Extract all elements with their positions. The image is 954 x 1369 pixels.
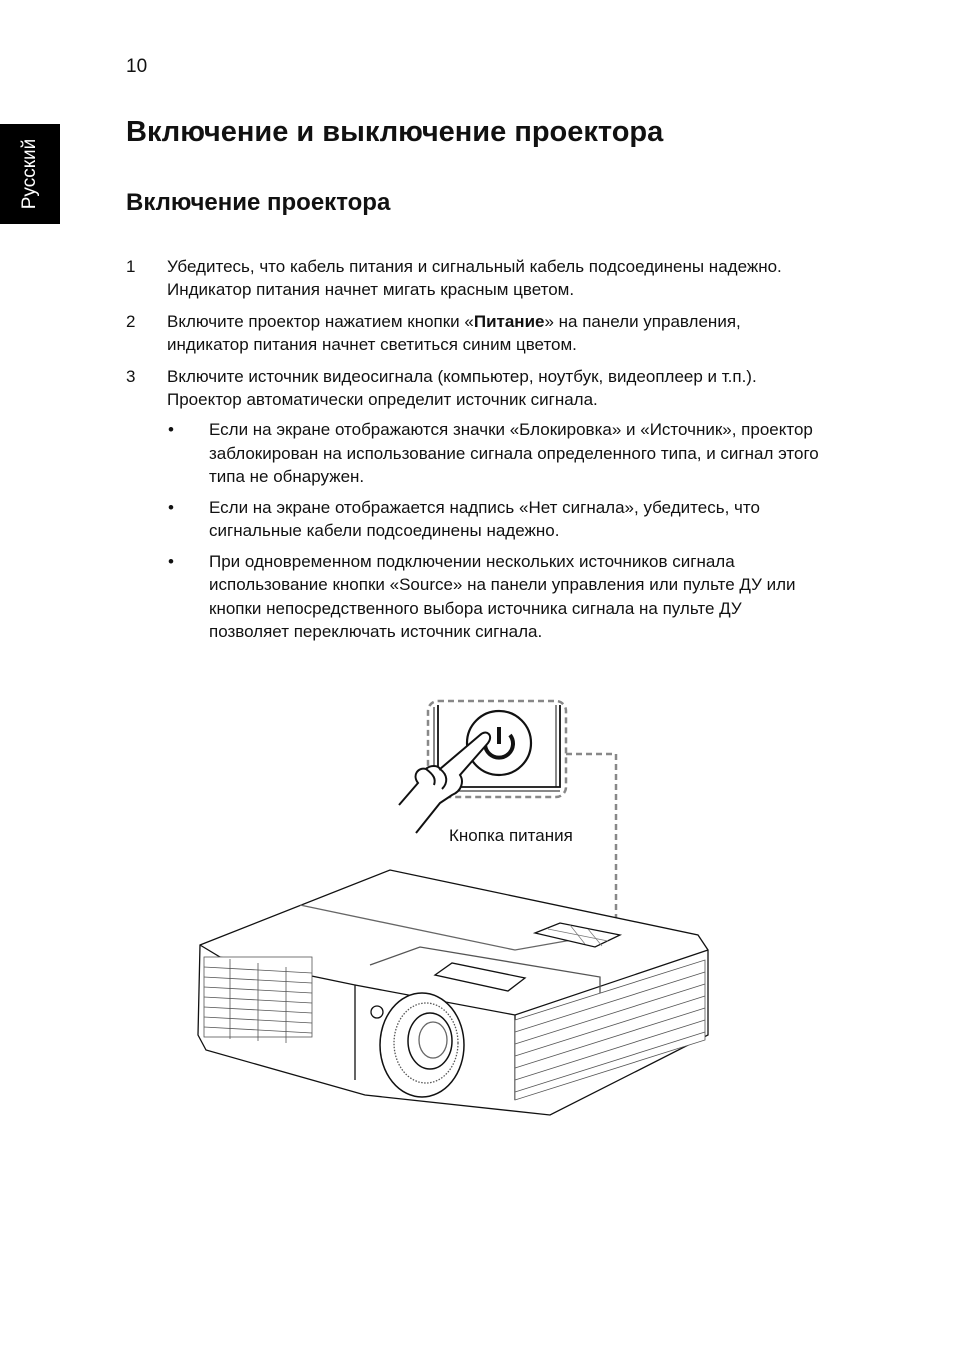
- bullet-mark: •: [168, 497, 174, 517]
- bullet-mark: •: [168, 420, 174, 439]
- bullet-item: [166, 418, 826, 489]
- step-number: 1: [126, 257, 136, 276]
- power-button-label: Питание: [473, 312, 545, 331]
- bullet-list: [166, 418, 826, 651]
- language-tab: [0, 124, 60, 224]
- step-item: [126, 365, 826, 411]
- step-text: [167, 310, 826, 356]
- lens: [380, 993, 464, 1097]
- finger-pointing-icon: [399, 733, 490, 833]
- figure-caption: Кнопка питания: [449, 826, 573, 845]
- language-tab-label: Русский: [19, 138, 40, 210]
- bullet-item: [166, 496, 826, 543]
- step-text: Убедитесь, что кабель питания и сигнальный кабель подсоединены надежно. Индикатор питания начнет мигать красным цветом.: [167, 257, 782, 299]
- step-text: Включите источник видеосигнала (компьютер, ноутбук, видеоплеер и т.п.). Проектор автоматически определит источник сигнала.: [167, 367, 757, 409]
- page-title: Включение и выключение проектора: [126, 116, 664, 148]
- bullet-mark: •: [168, 551, 174, 571]
- step-text-part: » на панели управления, индикатор питания начнет светиться синим цветом.: [167, 312, 741, 354]
- page-number: 10: [126, 56, 148, 77]
- step-item: [126, 255, 826, 301]
- step-number: 3: [126, 367, 136, 386]
- bullet-text: Если на экране отображаются значки «Блокировка» и «Источник», проектор заблокирован на использование сигнала определенного типа, и сигнал этого типа не обнаружен.: [209, 420, 819, 486]
- bullet-text: При одновременном подключении нескольких источников сигнала использование кнопки «Source» на панели управления или пульте ДУ или кнопки непосредственного выбора источника сигнала на пульте ДУ позволяет переключать источник сигнала.: [209, 551, 796, 641]
- step-number: 2: [126, 312, 136, 331]
- projector-figure: [190, 695, 720, 1130]
- step-text-part: Включите проектор нажатием кнопки «: [167, 312, 474, 331]
- section-title: Включение проектора: [126, 189, 391, 216]
- projector-illustration: [198, 870, 708, 1115]
- bullet-item: [166, 550, 826, 644]
- bullet-text: Если на экране отображается надпись «Нет сигнала», убедитесь, что сигнальные кабели подсоединены надежно.: [209, 497, 760, 540]
- step-item: [126, 310, 826, 356]
- steps-list: [126, 255, 826, 420]
